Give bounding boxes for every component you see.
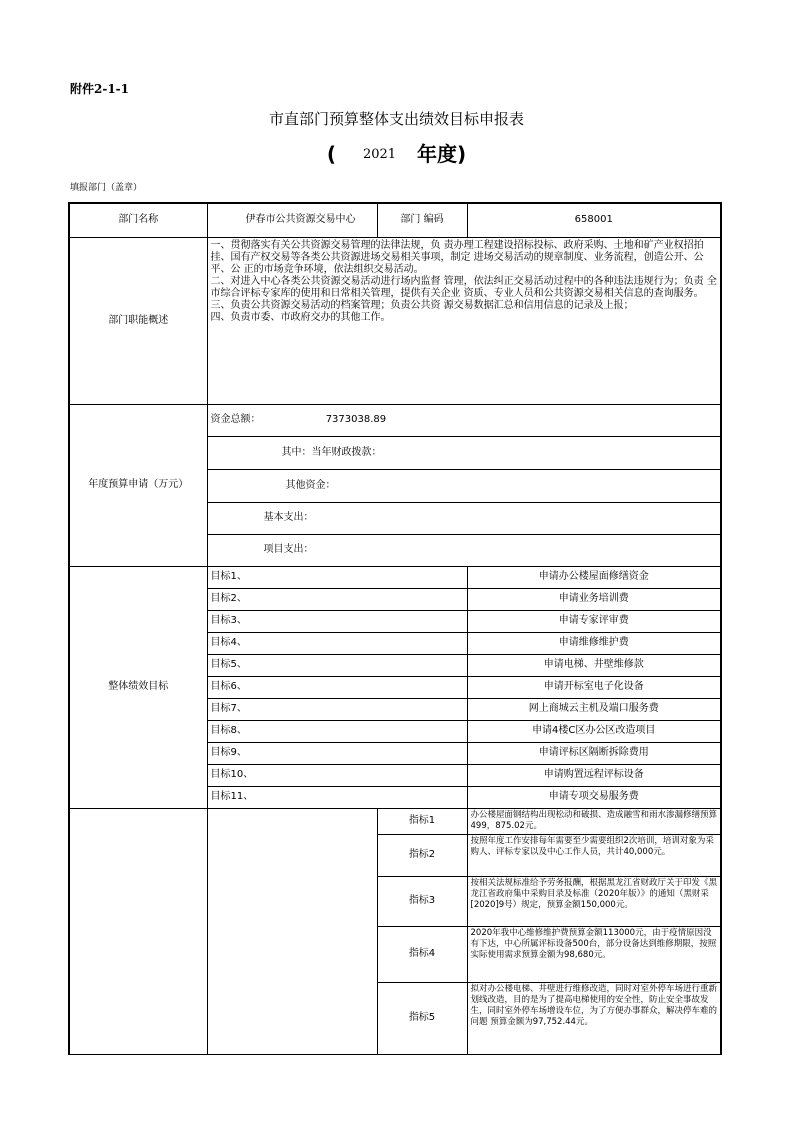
indicator-name: 指标3 — [377, 876, 467, 926]
goal-name: 目标8、 — [207, 720, 467, 742]
goal-row — [69, 566, 721, 588]
budget-project-label: 项目支出： — [207, 534, 721, 566]
dept-name-label: 部门名称 — [69, 203, 207, 237]
goal-desc: 申请业务培训费 — [467, 588, 721, 610]
indicator-category — [207, 808, 377, 1054]
dept-code-value: 658001 — [467, 203, 721, 237]
goal-name: 目标7、 — [207, 698, 467, 720]
duties-text — [207, 237, 721, 404]
goal-desc: 申请专项交易服务费 — [467, 786, 721, 808]
goal-desc: 申请办公楼屋面修缮资金 — [467, 566, 721, 588]
budget-total-row — [69, 404, 721, 436]
goal-name: 目标11、 — [207, 786, 467, 808]
year-value: 2021 — [362, 147, 397, 162]
indicator-desc: 办公楼屋面钢结构出现松动和破损、造成融雪和雨水渗漏修缮预算499，875.02元。 — [467, 808, 721, 834]
duty-line-1: 一、贯彻落实有关公共资源交易管理的法律法规，负 责办理工程建设招标投标、政府采购、土地和矿产业权招拍 挂、国有产权交易等各类公共资源进场交易相关事项，制定 进场交易活动的规章制度、业务流程，创造公开、公平、公 正的市场竞争环境，依法组织交易活动。 — [210, 239, 704, 275]
duty-line-2: 二、对进入中心各类公共资源交易活动进行场内监督 管理，依法纠正交易活动过程中的各种违法违规行为；负责 全市综合评标专家库的使用和日常相关管理，提供有关企业 资质、专业人员和公共资源交易相关信息的查询服务。 — [210, 275, 717, 299]
dept-name-value: 伊春市公共资源交易中心 — [207, 203, 377, 237]
goal-name: 目标2、 — [207, 588, 467, 610]
year-close-label: 年度) — [417, 142, 467, 166]
goal-name: 目标3、 — [207, 610, 467, 632]
goal-desc: 申请电梯、井壁维修款 — [467, 654, 721, 676]
goal-desc: 申请购置远程评标设备 — [467, 764, 721, 786]
budget-label: 年度预算申请（万元） — [69, 404, 207, 566]
budget-basic-label: 基本支出： — [207, 502, 721, 534]
year-line — [0, 138, 793, 167]
goal-desc: 申请开标室电子化设备 — [467, 676, 721, 698]
goal-name: 目标1、 — [207, 566, 467, 588]
goal-desc: 网上商城云主机及端口服务费 — [467, 698, 721, 720]
dept-row — [69, 203, 721, 237]
performance-target-table — [68, 202, 722, 1055]
indicator-name: 指标2 — [377, 834, 467, 876]
goal-desc: 申请专家评审费 — [467, 610, 721, 632]
indicator-section-label — [69, 808, 207, 1054]
budget-total-label: 资金总额： — [210, 414, 261, 425]
duties-row — [69, 237, 721, 404]
budget-total-cell — [207, 404, 721, 436]
fill-department-label: 填报部门（盖章） — [70, 183, 143, 193]
form-title: 市直部门预算整体支出绩效目标申报表 — [268, 110, 524, 128]
indicator-desc: 2020年我中心维修维护费预算金额113000元，由于疫情原因没有下达，中心所属评标设备500台，部分设备达到维修期限，按照实际使用需求预算金额为98,680元。 — [467, 926, 721, 982]
goal-name: 目标5、 — [207, 654, 467, 676]
indicator-name: 指标1 — [377, 808, 467, 834]
goal-name: 目标10、 — [207, 764, 467, 786]
goals-label: 整体绩效目标 — [69, 566, 207, 808]
dept-code-label: 部门 编码 — [377, 203, 467, 237]
budget-fiscal-label: 其中：当年财政拨款： — [207, 436, 721, 469]
goal-desc: 申请维修维护费 — [467, 632, 721, 654]
indicator-desc: 按照年度工作安排每年需要至少需要组织2次培训，培训对象为采购人、评标专家以及中心工作人员，共计40,000元。 — [467, 834, 721, 876]
goal-desc: 申请4楼C区办公区改造项目 — [467, 720, 721, 742]
duty-line-4: 四、负责市委、市政府交办的其他工作。 — [210, 311, 391, 323]
goal-desc: 申请评标区隔断拆除费用 — [467, 742, 721, 764]
indicator-desc: 按相关法规标准给予劳务报酬，根据黑龙江省财政厅关于印发《黑龙江省政府集中采购目录及标准（2020年版）》的通知（黑财采[2020]9号）规定，预算金额150,000元。 — [467, 876, 721, 926]
duty-line-3: 三、负责公共资源交易活动的档案管理；负责公共资 源交易数据汇总和信用信息的记录及上报； — [210, 299, 634, 311]
goal-name: 目标9、 — [207, 742, 467, 764]
goal-name: 目标4、 — [207, 632, 467, 654]
goal-name: 目标6、 — [207, 676, 467, 698]
budget-total-value: 7373038.89 — [325, 414, 387, 425]
indicator-desc: 拟对办公楼电梯、井壁进行维修改造，同时对室外停车场进行重新划线改造，目的是为了提高电梯使用的安全性，防止安全事故发生，同时室外停车场增设车位，为了方便办事群众，解决停车难的问题 预算金额为97,752.44元。 — [467, 982, 721, 1054]
annex-number: 附件2-1-1 — [70, 82, 130, 96]
duties-label: 部门职能概述 — [69, 237, 207, 404]
year-open-paren: ( — [326, 142, 336, 166]
indicator-row — [69, 808, 721, 834]
indicator-name: 指标4 — [377, 926, 467, 982]
indicator-name: 指标5 — [377, 982, 467, 1054]
budget-other-label: 其他资金： — [207, 469, 721, 502]
